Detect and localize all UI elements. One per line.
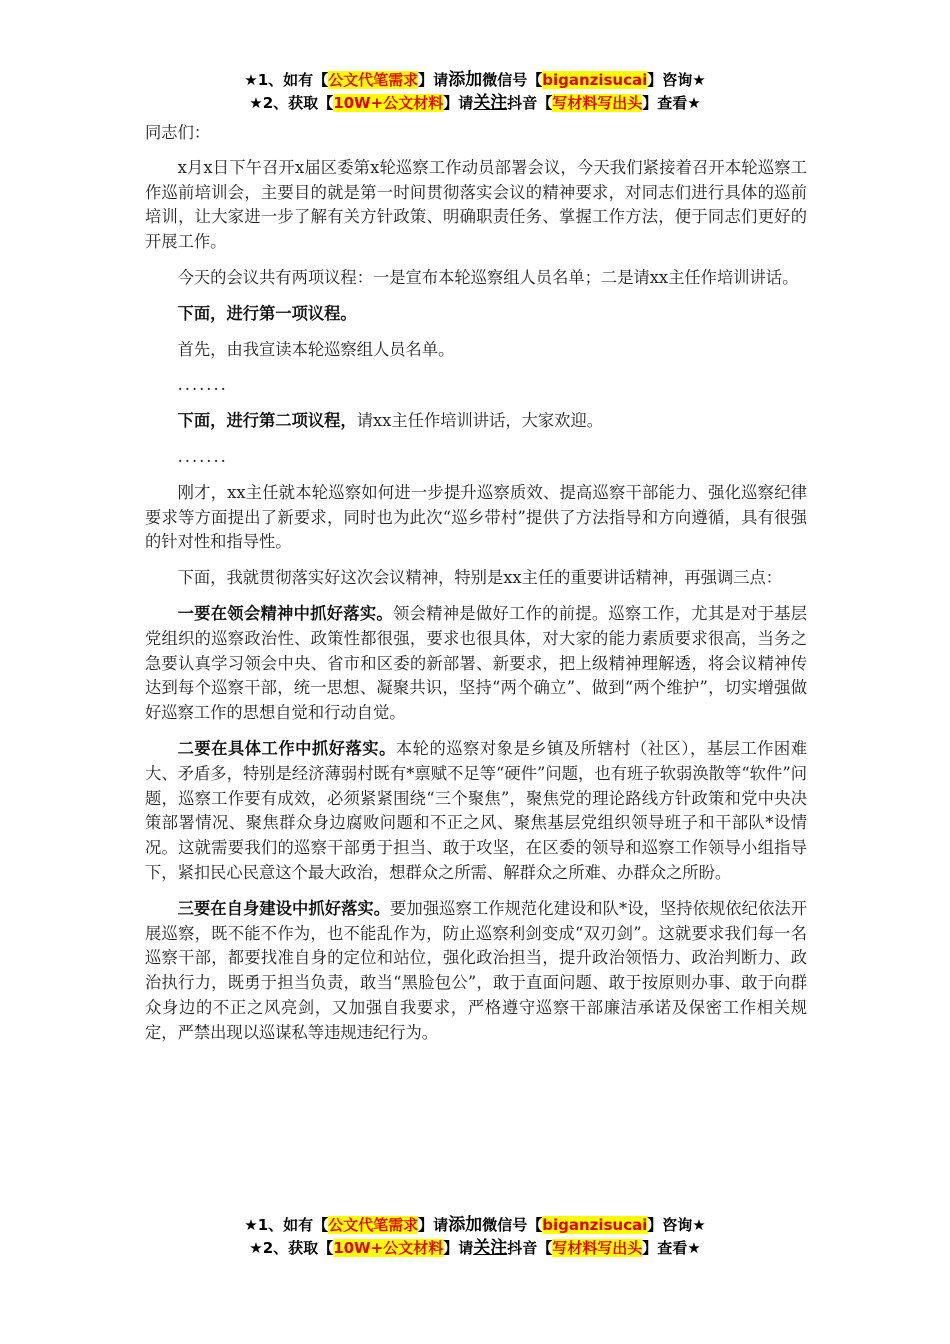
wechat-id: biganzisucai bbox=[542, 1216, 648, 1234]
promo-line-1: ★1、如有【公文代笔需求】请添加微信号【biganzisucai】咨询★ bbox=[244, 1215, 706, 1235]
paragraph: 首先，由我宣读本轮巡察组人员名单。 bbox=[177, 339, 455, 359]
highlight-text: 10W+公文材料 bbox=[333, 1239, 444, 1257]
point-3: 三要在自身建设中抓好落实。要加强巡察工作规范化建设和队*设，坚持依规依纪依法开展巡察，既不能不作为，也不能乱作为，防止巡察利剑变成“双刃剑”。这就要求我们每一名巡察干部，都要找准自身的定位和站位，强化政治担当，提升政治领悟力、政治判断力、政治执行力，既勇于担当负责，敢当“黑脸包公”，敢于直面问题、敢于按原则办事、敢于向群众身边的不正之风亮剑，又加强自我要求，严格遵守巡察干部廉洁承诺及保密工作相关规定，严禁出现以巡谋私等违规违纪行为。 bbox=[145, 898, 807, 1042]
paragraph: 今天的会议共有两项议程：一是宣布本轮巡察组人员名单；二是请xx主任作培训讲话。 bbox=[177, 267, 799, 287]
document-body bbox=[145, 121, 807, 1057]
paragraph: 下面，我就贯彻落实好这次会议精神，特别是xx主任的重要讲话精神，再强调三点： bbox=[177, 568, 783, 588]
wechat-id: biganzisucai bbox=[542, 71, 648, 89]
paragraph: 刚才，xx主任就本轮巡察如何进一步提升巡察质效、提高巡察干部能力、强化巡察纪律要求等方面提出了新要求，同时也为此次“巡乡带村”提供了方法指导和方向遵循，具有很强的针对性和指导性。 bbox=[145, 482, 807, 552]
highlight-text: 公文代笔需求 bbox=[328, 1216, 419, 1234]
promo-line-2: ★2、获取【10W+公文材料】请关注抖音【写材料写出头】查看★ bbox=[249, 93, 701, 113]
douyin-account: 写材料写出头 bbox=[552, 1239, 643, 1257]
highlight-text: 10W+公文材料 bbox=[333, 94, 444, 112]
promo-banner-bottom bbox=[0, 1214, 950, 1260]
salutation: 同志们： bbox=[145, 123, 211, 142]
ellipsis: ....... bbox=[177, 375, 228, 395]
agenda-item-2: 下面，进行第二项议程，请xx主任作培训讲话，大家欢迎。 bbox=[177, 411, 604, 431]
ellipsis: ....... bbox=[177, 446, 228, 466]
point-2: 二要在具体工作中抓好落实。本轮的巡察对象是乡镇及所辖村（社区），基层工作困难大、矛盾多，特别是经济薄弱村既有*禀赋不足等“硬件”问题，也有班子软弱涣散等“软件”问题，巡察工作要有成效，必须紧紧围绕“三个聚焦”，聚焦党的理论路线方针政策和党中央决策部署情况、聚焦群众身边腐败问题和不正之风、聚焦基层党组织领导班子和干部队*设情况。这就需要我们的巡察干部勇于担当、敢于攻坚，在区委的领导和巡察工作领导小组指导下，紧扣民心民意这个最大政治，想群众之所需、解群众之所难、办群众之所盼。 bbox=[145, 738, 807, 882]
paragraph: x月x日下午召开x届区委第x轮巡察工作动员部署会议，今天我们紧接着召开本轮巡察工作巡前培训会，主要目的就是第一时间贯彻落实会议的精神要求，对同志们进行具体的巡前培训，让大家进一步了解有关方针政策、明确职责任务、掌握工作方法，便于同志们更好的开展工作。 bbox=[145, 157, 807, 252]
highlight-text: 公文代笔需求 bbox=[328, 71, 419, 89]
promo-line-2: ★2、获取【10W+公文材料】请关注抖音【写材料写出头】查看★ bbox=[249, 1238, 701, 1258]
douyin-account: 写材料写出头 bbox=[552, 94, 643, 112]
promo-line-1: ★1、如有【公文代笔需求】请添加微信号【biganzisucai】咨询★ bbox=[244, 70, 706, 90]
point-1: 一要在领会精神中抓好落实。领会精神是做好工作的前提。巡察工作，尤其是对于基层党组织的巡察政治性、政策性都很强，要求也很具体，对大家的能力素质要求很高，当务之急要认真学习领会中央、省市和区委的新部署、新要求，把上级精神理解透，将会议精神传达到每个巡察干部，统一思想、凝聚共识，坚持“两个确立”、做到“两个维护”，切实增强做好巡察工作的思想自觉和行动自觉。 bbox=[145, 603, 807, 723]
agenda-item-1: 下面，进行第一项议程。 bbox=[177, 303, 357, 323]
promo-banner-top bbox=[0, 69, 950, 115]
